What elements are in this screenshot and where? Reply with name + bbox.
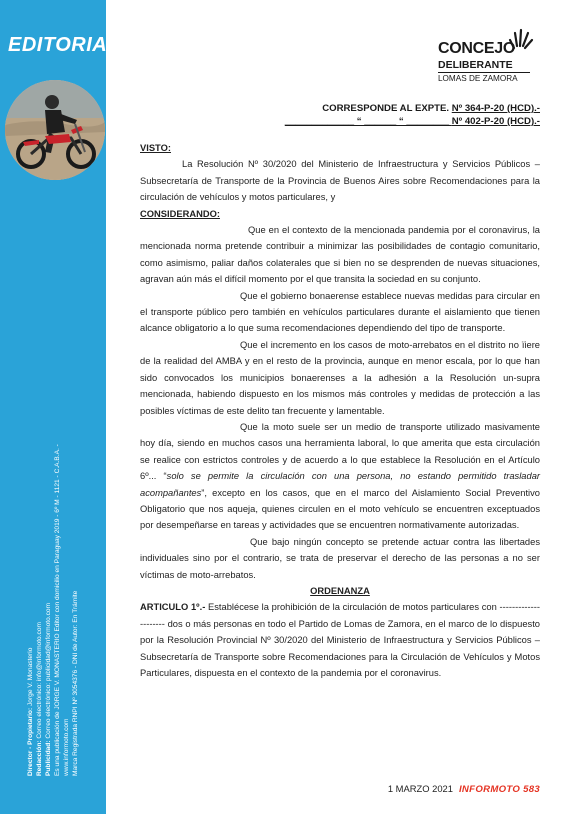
ordenanza-heading: ORDENANZA	[310, 585, 370, 596]
section-title: EDITORIAL	[8, 34, 120, 56]
credits-line: Publicidad: Correo electrónico: publicidad@informoto.com	[45, 602, 52, 776]
considerando-paragraph: Que en el contexto de la mencionada pandemia por el coronavirus, la mencionada norma pretende contribuir a minimizar las posibilidades de contagio comunitario, como asimismo, paliar daños colaterales que si bien no se desprenden de nuevas situaciones, agravan aún más el difícil momento por el que transita la sociedad en su conjunto.	[140, 225, 540, 285]
considerando-heading: CONSIDERANDO:	[140, 208, 220, 219]
footer-brand: INFORMOTO 583	[458, 784, 540, 795]
logo-divider	[438, 72, 530, 73]
logo-line-3: LOMAS DE ZAMORA	[438, 74, 518, 83]
considerando-paragraph: Que el incremento en los casos de moto-arrebatos en el distrito no ïiere de la realidad del AMBA y en el resto de la provincia, aunque en menor escala, por lo que han sido convocados los municipios bonaerenses a la adhesión a la Resolución un-supra mencionada, habiendo dispuesto en los mismos más controles y medidas de protección a las posibles víctimas de este delito tan frecuente y lamentable.	[140, 339, 540, 416]
expediente-line-2: _____________ “ ______ “ ________ Nº 402-P-20 (HCD).-	[284, 116, 540, 127]
visto-paragraph: La Resolución Nº 30/2020 del Ministerio de Infraestructura y Servicios Públicos – Subsecretaría de Transporte de la Provincia de Buenos Aires sobre Recomendaciones para la circulación de vehículos y motos particulares, y	[140, 159, 540, 203]
visto-heading: VISTO:	[140, 143, 171, 153]
considerando-paragraph: Que el gobierno bonaerense establece nuevas medidas para circular en el transporte público pero también en vehículos particulares durante el aislamiento que tienen alcance obligatorio a lo que suma recomendaciones dependiendo del tipo de transporte.	[140, 290, 540, 334]
credits-line: Redacción: Correo electrónico: info@informoto.com	[36, 621, 43, 776]
sidebar	[0, 0, 120, 814]
logo-line-2: DELIBERANTE	[438, 59, 513, 71]
document-body	[140, 140, 540, 681]
credits-line: Es una publicación de JORGE V. MONASTERIO Editor con domicilio en Paraguay 2019 - 6º M - 1121 - C.A.B.A. -	[54, 444, 61, 776]
credits-line: Marca Registrada RNPI Nº 3054376 - DNI de Autor: En Trámite	[72, 590, 79, 776]
credits-line: Director - Propietario: Jorge V. Monasterio	[27, 647, 34, 776]
credits-line: www.informoto.com	[63, 718, 70, 776]
motorcycle-rider-photo	[5, 80, 105, 180]
logo-line-1: CONCEJO	[438, 40, 516, 57]
considerando-paragraph: Que bajo ningún concepto se pretende actuar contra las libertades individuales sino por el contrario, se trata de preservar el derecho de las personas a no ser víctimas de moto-arrebatos.	[140, 536, 540, 580]
credits-block	[26, 444, 80, 776]
concejo-logo	[438, 28, 534, 86]
considerando-paragraph: Que la moto suele ser un medio de transporte utilizado masivamente hoy día, siendo en muchos casos una herramienta laboral, lo que amerita que esta circulación se realice con estrictos controles y de acuerdo a lo que establece la Resolución en el Artículo 6º... “solo se permite la circulación con una persona, no estando permitido trasladar acompañantes”, excepto en los casos, que en el marco del Aislamiento Social Preventivo Obligatorio que nos aqueja, quienes circulen en el moto vehículo se encuentren exceptuados por desempeñarse en tareas y actividades que se encuentren normativamente autorizadas.	[140, 421, 541, 531]
page-footer	[388, 783, 540, 795]
footer-date: 1 MARZO 2021	[387, 783, 453, 794]
expediente-line-1: CORRESPONDE AL EXPTE. Nº 364-P-20 (HCD).-	[322, 103, 540, 114]
articulo-paragraph: ARTICULO 1º.- Establécese la prohibición de la circulación de motos particulares con --------------------- dos o más personas en todo el Partido de Lomas de Zamora, en el marco de lo dispuesto por la Resolución Provincial Nº 30/2020 del Ministerio de Infraestructura y Servicios Públicos – Subsecretaría de Transporte sobre Recomendaciones para la Circulación de Vehículos y Motos Particulares, dispuesta en el contexto de la pandemia por el coronavirus.	[140, 602, 540, 678]
